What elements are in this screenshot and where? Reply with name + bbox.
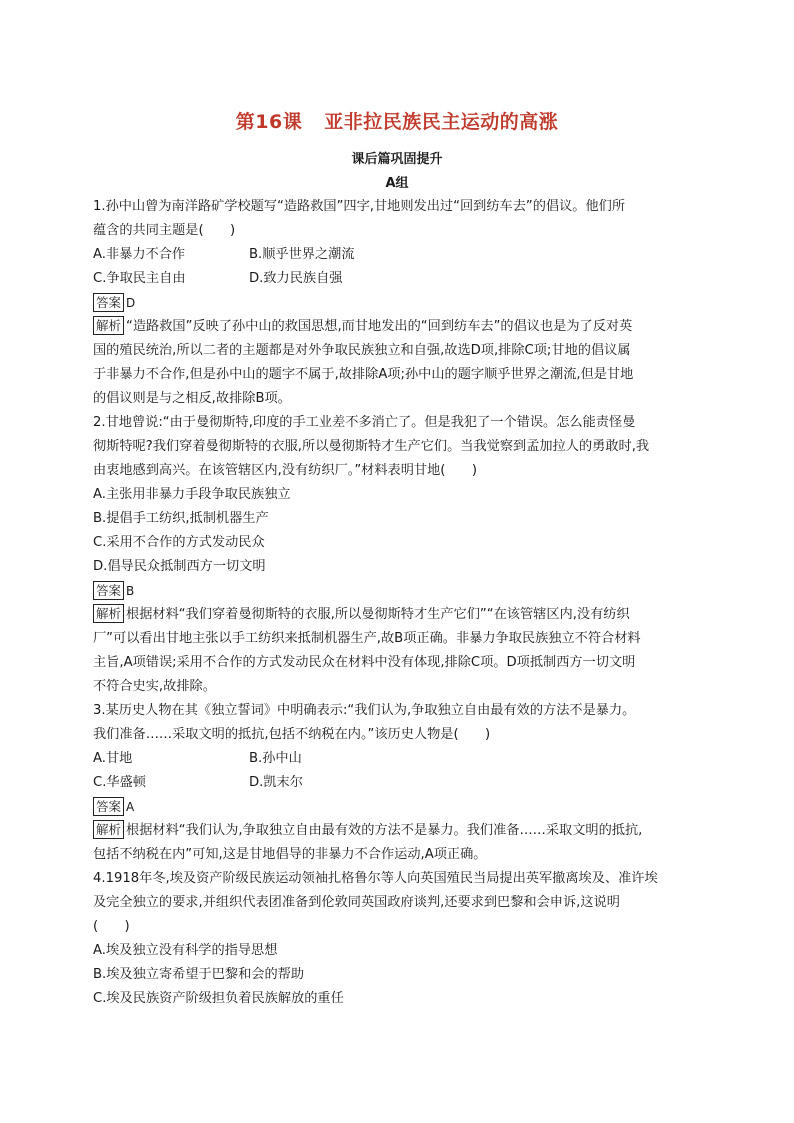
answer-line <box>93 291 703 315</box>
option-item: A.主张用非暴力手段争取民族独立 <box>93 487 291 502</box>
option-row <box>93 987 703 1011</box>
section-heading: 课后篇巩固提升 <box>351 152 443 167</box>
question-stem-line: 由衷地感到高兴。在该管辖区内,没有纺织厂。”材料表明甘地( ) <box>93 463 477 478</box>
lesson-title <box>0 107 794 134</box>
explanation-line <box>93 387 703 411</box>
explanation-text: 根据材料“我们穿着曼彻斯特的衣服,所以曼彻斯特才生产它们”“在该管辖区内,没有纺织 <box>126 607 630 622</box>
option-item: C.华盛顿 <box>93 775 146 790</box>
answer-line <box>93 795 703 819</box>
option-row <box>93 483 703 507</box>
option-item: C.争取民主自由 <box>93 271 186 286</box>
option-item: A.埃及独立没有科学的指导思想 <box>93 943 278 958</box>
option-row <box>93 747 703 771</box>
option-item: C.采用不合作的方式发动民众 <box>93 535 265 550</box>
explanation-text: 不符合史实,故排除。 <box>93 679 216 694</box>
explanation-label: 解析 <box>93 316 124 335</box>
explanation-text: 于非暴力不合作,但是孙中山的题字不属于,故排除A项;孙中山的题字顺乎世界之潮流,但是甘地 <box>93 367 634 382</box>
question-block <box>93 411 703 699</box>
explanation-line <box>93 363 703 387</box>
option-row <box>93 771 703 795</box>
question-block <box>93 867 703 1011</box>
explanation-label: 解析 <box>93 820 124 839</box>
option-row <box>93 267 703 291</box>
option-row <box>93 243 703 267</box>
answer-label: 答案 <box>93 581 124 600</box>
question-stem-line: 3.某历史人物在其《独立誓词》中明确表示:“我们认为,争取独立自由最有效的方法不是暴力。 <box>93 703 636 718</box>
explanation-text: 国的殖民统治,所以二者的主题都是对外争取民族独立和自强,故选D项,排除C项;甘地的倡议属 <box>93 343 631 358</box>
explanation-line <box>93 315 703 339</box>
question-list <box>93 195 703 1011</box>
answer-value: D <box>126 296 136 310</box>
explanation-text: 主旨,A项错误;采用不合作的方式发动民众在材料中没有体现,排除C项。D项抵制西方一切文明 <box>93 655 636 670</box>
option-item: D.倡导民众抵制西方一切文明 <box>93 559 266 574</box>
option-item: B.埃及独立寄希望于巴黎和会的帮助 <box>93 967 305 982</box>
explanation-line <box>93 843 703 867</box>
option-item: B.顺乎世界之潮流 <box>249 247 355 262</box>
question-stem-line: 我们准备……采取文明的抵抗,包括不纳税在内。”该历史人物是( ) <box>93 727 491 742</box>
answer-value: A <box>126 800 135 814</box>
option-item: D.凯末尔 <box>249 775 303 790</box>
option-row <box>93 939 703 963</box>
question-stem-line: 1.孙中山曾为南洋路矿学校题写“造路救国”四字,甘地则发出过“回到纺车去”的倡议。他们所 <box>93 199 626 214</box>
answer-label: 答案 <box>93 293 124 312</box>
question-stem-line: 4.1918年冬,埃及资产阶级民族运动领袖扎格鲁尔等人向英国殖民当局提出英军撤离埃及、准许埃 <box>93 871 658 886</box>
answer-value: B <box>126 584 135 598</box>
question-stem-line: 2.甘地曾说:“由于曼彻斯特,印度的手工业差不多消亡了。但是我犯了一个错误。怎么能责怪曼 <box>93 415 636 430</box>
explanation-text: 的倡议则是与之相反,故排除B项。 <box>93 391 291 406</box>
option-item: A.甘地 <box>93 751 133 766</box>
explanation-line <box>93 819 703 843</box>
option-item: C.埃及民族资产阶级担负着民族解放的重任 <box>93 991 344 1006</box>
answer-label: 答案 <box>93 797 124 816</box>
question-stem-line: 彻斯特呢?我们穿着曼彻斯特的衣服,所以曼彻斯特才生产它们。当我觉察到孟加拉人的勇敢时,我 <box>93 439 650 454</box>
question-stem-line: ( ) <box>93 919 130 934</box>
explanation-text: 包括不纳税在内”可知,这是甘地倡导的非暴力不合作运动,A项正确。 <box>93 847 487 862</box>
explanation-line <box>93 675 703 699</box>
explanation-text: “造路救国”反映了孙中山的救国思想,而甘地发出的“回到纺车去”的倡议也是为了反对英 <box>126 319 633 334</box>
option-item: D.致力民族自强 <box>249 271 343 286</box>
option-row <box>93 531 703 555</box>
option-row <box>93 963 703 987</box>
option-item: A.非暴力不合作 <box>93 247 186 262</box>
question-stem-line: 蕴含的共同主题是( ) <box>93 223 236 238</box>
explanation-line <box>93 339 703 363</box>
question-block <box>93 699 703 867</box>
explanation-label: 解析 <box>93 604 124 623</box>
option-row <box>93 507 703 531</box>
question-block <box>93 195 703 411</box>
explanation-text: 厂”可以看出甘地主张以手工纺织来抵制机器生产,故B项正确。非暴力争取民族独立不符合材料 <box>93 631 641 646</box>
group-heading: A组 <box>385 176 409 191</box>
option-row <box>93 555 703 579</box>
explanation-line <box>93 627 703 651</box>
explanation-text: 根据材料“我们认为,争取独立自由最有效的方法不是暴力。我们准备……采取文明的抵抗, <box>126 823 643 838</box>
option-item: B.提倡手工纺织,抵制机器生产 <box>93 511 269 526</box>
option-item: B.孙中山 <box>249 751 302 766</box>
explanation-line <box>93 603 703 627</box>
lesson-number: 第16课 <box>235 111 303 133</box>
explanation-line <box>93 651 703 675</box>
lesson-name: 亚非拉民族民主运动的高涨 <box>324 111 559 133</box>
question-stem-line: 及完全独立的要求,并组织代表团准备到伦敦同英国政府谈判,还要求到巴黎和会申诉,这说明 <box>93 895 620 910</box>
answer-line <box>93 579 703 603</box>
